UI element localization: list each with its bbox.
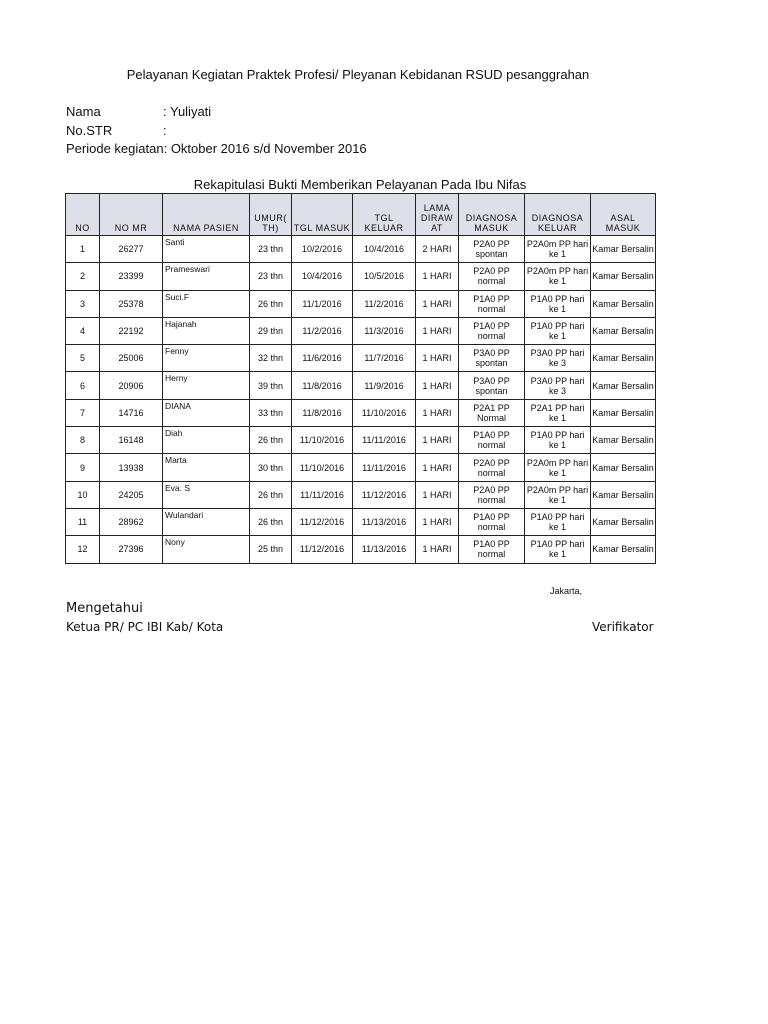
cell-umur: 26 thn <box>250 508 292 535</box>
cell-asal-masuk: Kamar Bersalin <box>591 372 656 399</box>
info-periode <box>66 141 367 156</box>
table-title: Rekapitulasi Bukti Memberikan Pelayanan Pada Ibu Nifas <box>193 177 527 192</box>
cell-diagnosa-masuk: P2A0 PP normal <box>459 454 525 481</box>
cell-diagnosa-masuk: P2A0 PP spontan <box>459 236 525 263</box>
document-title: Pelayanan Kegiatan Praktek Profesi/ Pleyanan Kebidanan RSUD pesanggrahan <box>126 67 590 82</box>
cell-lama-dirawat: 1 HARI <box>416 399 459 426</box>
cell-diagnosa-keluar: P1A0 PP hari ke 1 <box>525 427 591 454</box>
cell-no-mr: 27396 <box>100 536 163 563</box>
verifikator-label: Verifikator <box>592 620 654 634</box>
cell-tgl-masuk: 11/2/2016 <box>292 317 353 344</box>
cell-umur: 23 thn <box>250 263 292 290</box>
cell-umur: 33 thn <box>250 399 292 426</box>
str-value: : <box>163 123 167 138</box>
cell-umur: 26 thn <box>250 481 292 508</box>
cell-nama-pasien: Eva. S <box>163 481 250 508</box>
rekap-table <box>65 193 656 564</box>
col-header-no: NO <box>66 194 100 236</box>
cell-diagnosa-keluar: P1A0 PP hari ke 1 <box>525 536 591 563</box>
cell-umur: 23 thn <box>250 236 292 263</box>
cell-tgl-masuk: 11/6/2016 <box>292 345 353 372</box>
cell-nama-pasien: Suci.F <box>163 290 250 317</box>
cell-no: 1 <box>66 236 100 263</box>
table-row <box>66 317 656 344</box>
cell-diagnosa-masuk: P3A0 PP spontan <box>459 345 525 372</box>
cell-no-mr: 16148 <box>100 427 163 454</box>
cell-diagnosa-masuk: P2A1 PP Normal <box>459 399 525 426</box>
cell-tgl-keluar: 11/9/2016 <box>353 372 416 399</box>
mengetahui-label: Mengetahui <box>66 601 143 616</box>
cell-tgl-keluar: 10/4/2016 <box>353 236 416 263</box>
cell-lama-dirawat: 1 HARI <box>416 290 459 317</box>
cell-diagnosa-keluar: P3A0 PP hari ke 3 <box>525 345 591 372</box>
info-nama <box>66 104 211 119</box>
cell-diagnosa-masuk: P1A0 PP normal <box>459 427 525 454</box>
cell-asal-masuk: Kamar Bersalin <box>591 236 656 263</box>
cell-tgl-keluar: 11/3/2016 <box>353 317 416 344</box>
cell-asal-masuk: Kamar Bersalin <box>591 427 656 454</box>
cell-diagnosa-masuk: P3A0 PP spontan <box>459 372 525 399</box>
cell-no-mr: 13938 <box>100 454 163 481</box>
cell-diagnosa-masuk: P1A0 PP normal <box>459 317 525 344</box>
col-header-nama-pasien: NAMA PASIEN <box>163 194 250 236</box>
table-row <box>66 399 656 426</box>
cell-lama-dirawat: 1 HARI <box>416 427 459 454</box>
cell-nama-pasien: DIANA <box>163 399 250 426</box>
cell-lama-dirawat: 2 HARI <box>416 236 459 263</box>
ketua-label: Ketua PR/ PC IBI Kab/ Kota <box>66 620 224 634</box>
cell-no-mr: 24205 <box>100 481 163 508</box>
cell-diagnosa-keluar: P3A0 PP hari ke 3 <box>525 372 591 399</box>
cell-no-mr: 28962 <box>100 508 163 535</box>
cell-nama-pasien: Prameswari <box>163 263 250 290</box>
cell-umur: 26 thn <box>250 290 292 317</box>
cell-asal-masuk: Kamar Bersalin <box>591 399 656 426</box>
cell-asal-masuk: Kamar Bersalin <box>591 508 656 535</box>
cell-tgl-masuk: 10/2/2016 <box>292 236 353 263</box>
cell-no-mr: 23399 <box>100 263 163 290</box>
table-row <box>66 427 656 454</box>
cell-tgl-masuk: 11/10/2016 <box>292 454 353 481</box>
cell-lama-dirawat: 1 HARI <box>416 372 459 399</box>
cell-no-mr: 26277 <box>100 236 163 263</box>
cell-no: 4 <box>66 317 100 344</box>
nama-label: Nama <box>66 104 101 119</box>
cell-nama-pasien: Wulandari <box>163 508 250 535</box>
table-row <box>66 290 656 317</box>
cell-umur: 39 thn <box>250 372 292 399</box>
cell-diagnosa-masuk: P1A0 PP normal <box>459 536 525 563</box>
cell-nama-pasien: Santi <box>163 236 250 263</box>
cell-diagnosa-masuk: P2A0 PP normal <box>459 263 525 290</box>
cell-no-mr: 25006 <box>100 345 163 372</box>
cell-tgl-keluar: 11/10/2016 <box>353 399 416 426</box>
cell-tgl-masuk: 11/11/2016 <box>292 481 353 508</box>
cell-diagnosa-masuk: P1A0 PP normal <box>459 508 525 535</box>
col-header-lama-dirawat: LAMA DIRAW AT <box>416 194 459 236</box>
periode-value: Oktober 2016 s/d November 2016 <box>170 141 367 156</box>
table-row <box>66 481 656 508</box>
str-label: No.STR <box>66 123 113 138</box>
cell-diagnosa-masuk: P2A0 PP normal <box>459 481 525 508</box>
col-header-diagnosa-keluar: DIAGNOSA KELUAR <box>525 194 591 236</box>
cell-nama-pasien: Hajanah <box>163 317 250 344</box>
cell-no: 6 <box>66 372 100 399</box>
col-header-diagnosa-masuk: DIAGNOSA MASUK <box>459 194 525 236</box>
cell-umur: 30 thn <box>250 454 292 481</box>
col-header-tgl-keluar: TGL KELUAR <box>353 194 416 236</box>
col-header-no-mr: NO MR <box>100 194 163 236</box>
cell-tgl-keluar: 10/5/2016 <box>353 263 416 290</box>
cell-tgl-keluar: 11/2/2016 <box>353 290 416 317</box>
cell-umur: 25 thn <box>250 536 292 563</box>
cell-nama-pasien: Nony <box>163 536 250 563</box>
cell-lama-dirawat: 1 HARI <box>416 536 459 563</box>
cell-no-mr: 25378 <box>100 290 163 317</box>
cell-tgl-masuk: 11/8/2016 <box>292 372 353 399</box>
cell-tgl-keluar: 11/11/2016 <box>353 454 416 481</box>
cell-diagnosa-keluar: P1A0 PP hari ke 1 <box>525 317 591 344</box>
cell-asal-masuk: Kamar Bersalin <box>591 290 656 317</box>
header-row <box>66 194 656 236</box>
table-row <box>66 372 656 399</box>
col-header-asal-masuk: ASAL MASUK <box>591 194 656 236</box>
cell-diagnosa-keluar: P1A0 PP hari ke 1 <box>525 508 591 535</box>
periode-label: Periode kegiatan: <box>66 141 168 156</box>
cell-asal-masuk: Kamar Bersalin <box>591 481 656 508</box>
cell-lama-dirawat: 1 HARI <box>416 508 459 535</box>
cell-asal-masuk: Kamar Bersalin <box>591 263 656 290</box>
city-date: Jakarta, <box>550 586 583 596</box>
cell-nama-pasien: Herny <box>163 372 250 399</box>
cell-tgl-masuk: 11/1/2016 <box>292 290 353 317</box>
nama-value: : Yuliyati <box>163 104 212 119</box>
cell-nama-pasien: Marta <box>163 454 250 481</box>
cell-umur: 29 thn <box>250 317 292 344</box>
cell-no: 2 <box>66 263 100 290</box>
cell-no: 10 <box>66 481 100 508</box>
cell-lama-dirawat: 1 HARI <box>416 317 459 344</box>
cell-lama-dirawat: 1 HARI <box>416 345 459 372</box>
table-row <box>66 508 656 535</box>
cell-nama-pasien: Fenny <box>163 345 250 372</box>
cell-lama-dirawat: 1 HARI <box>416 481 459 508</box>
cell-no: 5 <box>66 345 100 372</box>
cell-tgl-keluar: 11/12/2016 <box>353 481 416 508</box>
cell-diagnosa-masuk: P1A0 PP normal <box>459 290 525 317</box>
table-row <box>66 263 656 290</box>
cell-asal-masuk: Kamar Bersalin <box>591 454 656 481</box>
cell-tgl-masuk: 11/10/2016 <box>292 427 353 454</box>
cell-no: 9 <box>66 454 100 481</box>
cell-no-mr: 22192 <box>100 317 163 344</box>
cell-diagnosa-keluar: P2A1 PP hari ke 1 <box>525 399 591 426</box>
cell-tgl-masuk: 11/12/2016 <box>292 508 353 535</box>
cell-tgl-keluar: 11/13/2016 <box>353 536 416 563</box>
cell-asal-masuk: Kamar Bersalin <box>591 536 656 563</box>
info-str <box>66 123 167 138</box>
cell-no-mr: 14716 <box>100 399 163 426</box>
cell-nama-pasien: Diah <box>163 427 250 454</box>
col-header-tgl-masuk: TGL MASUK <box>292 194 353 236</box>
table-row <box>66 454 656 481</box>
cell-no-mr: 20906 <box>100 372 163 399</box>
cell-no: 7 <box>66 399 100 426</box>
cell-diagnosa-keluar: P2A0m PP hari ke 1 <box>525 454 591 481</box>
cell-asal-masuk: Kamar Bersalin <box>591 317 656 344</box>
cell-diagnosa-keluar: P2A0m PP hari ke 1 <box>525 263 591 290</box>
col-header-umur: UMUR( TH) <box>250 194 292 236</box>
cell-diagnosa-keluar: P1A0 PP hari ke 1 <box>525 290 591 317</box>
cell-tgl-keluar: 11/11/2016 <box>353 427 416 454</box>
cell-tgl-keluar: 11/13/2016 <box>353 508 416 535</box>
cell-diagnosa-keluar: P2A0m PP hari ke 1 <box>525 481 591 508</box>
cell-tgl-masuk: 11/12/2016 <box>292 536 353 563</box>
table-row <box>66 345 656 372</box>
cell-lama-dirawat: 1 HARI <box>416 263 459 290</box>
cell-tgl-keluar: 11/7/2016 <box>353 345 416 372</box>
cell-umur: 26 thn <box>250 427 292 454</box>
cell-tgl-masuk: 11/8/2016 <box>292 399 353 426</box>
cell-diagnosa-keluar: P2A0m PP hari ke 1 <box>525 236 591 263</box>
cell-no: 12 <box>66 536 100 563</box>
cell-no: 11 <box>66 508 100 535</box>
table-row <box>66 536 656 563</box>
cell-umur: 32 thn <box>250 345 292 372</box>
cell-no: 3 <box>66 290 100 317</box>
cell-lama-dirawat: 1 HARI <box>416 454 459 481</box>
cell-tgl-masuk: 10/4/2016 <box>292 263 353 290</box>
cell-asal-masuk: Kamar Bersalin <box>591 345 656 372</box>
table-row <box>66 236 656 263</box>
cell-no: 8 <box>66 427 100 454</box>
